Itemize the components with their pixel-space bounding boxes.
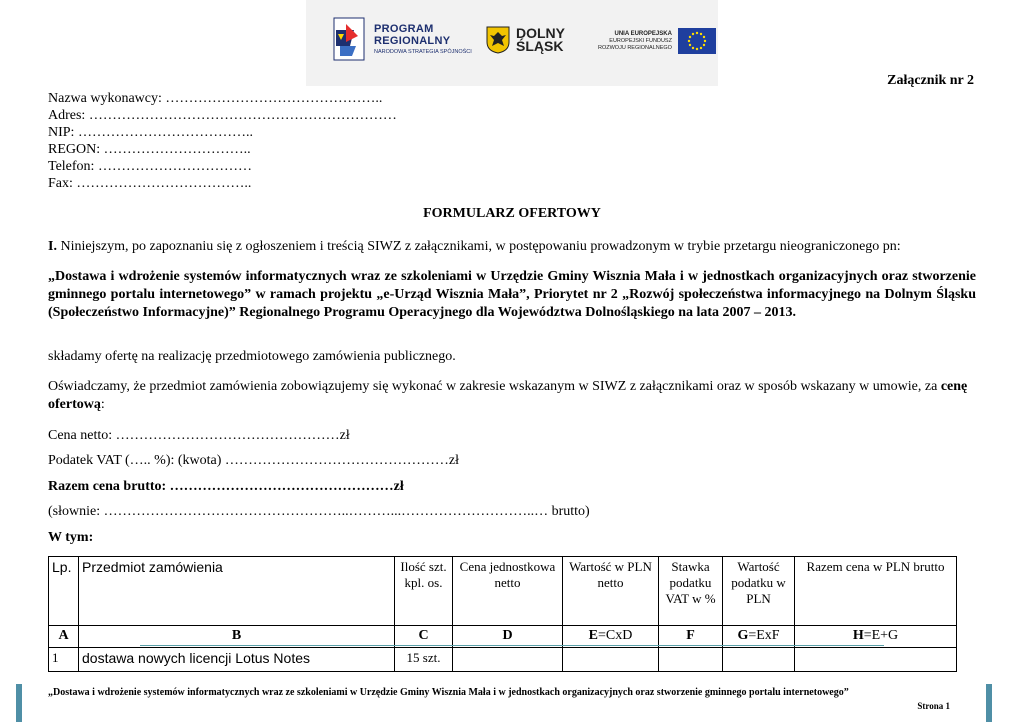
eu-label: UNIA EUROPEJSKA (614, 30, 672, 37)
section-number: I. (48, 239, 57, 254)
page-number: Strona 1 (917, 701, 950, 711)
row-vat-rate (659, 648, 723, 672)
letter-g: G=ExF (723, 626, 795, 648)
regionalny-label: REGIONALNY (374, 35, 451, 47)
logo-strip (306, 0, 718, 86)
erdf-label-2: ROZWOJU REGIONALNEGO (598, 44, 672, 51)
erdf-label: EUROPEJSKI FUNDUSZ (609, 37, 672, 44)
table-row (49, 648, 957, 672)
annex-number: Załącznik nr 2 (887, 73, 974, 88)
header-item: Przedmiot zamówienia (79, 557, 395, 626)
row-item: dostawa nowych licencji Lotus Notes (79, 648, 395, 672)
dolny-label: DOLNY (516, 25, 565, 41)
header-unit-net: Cena jednostkowa netto (453, 557, 563, 626)
left-accent-bar (16, 684, 22, 722)
contractor-nip-field: NIP: ……………………………….. (48, 125, 253, 140)
right-accent-bar (986, 684, 992, 722)
table-header-row (49, 557, 957, 626)
project-title: „Dostawa i wdrożenie systemów informatycznych wraz ze szkoleniami w Urzędzie Gminy Wisznia Mała i w jednostkach organizacyjnych oraz stworzenie gminnego portalu internetowego” w ramach projektu „e-Urząd Wisznia Mała”, Priorytet nr 2 „Rozwój społeczeństwa informacyjnego na Dolnym Śląsku (Społeczeństwo Informacyjne)” Regionalnego Programu Operacyjnego dla Województwa Dolnośląskiego na lata 2007 – 2013. (48, 269, 976, 320)
slask-label: ŚLĄSK (516, 38, 564, 54)
table-blue-rule (140, 645, 884, 646)
w-tym-label: W tym: (48, 530, 94, 545)
vat-field: Podatek VAT (….. %): (kwota) …………………………………………zł (48, 453, 460, 468)
row-value-net (563, 648, 659, 672)
declaration-paragraph (48, 378, 976, 414)
header-qty: Ilość szt. kpl. os. (395, 557, 453, 626)
header-vat-rate: Stawka podatku VAT w % (659, 557, 723, 626)
offer-statement: składamy ofertę na realizację przedmiotowego zamówienia publicznego. (48, 349, 456, 364)
header-vat-value: Wartość podatku w PLN (723, 557, 795, 626)
letter-d: D (453, 626, 563, 648)
header-value-net: Wartość w PLN netto (563, 557, 659, 626)
nss-label: NARODOWA STRATEGIA SPÓJNOŚCI (374, 49, 472, 55)
letter-f: F (659, 626, 723, 648)
program-label: PROGRAM (374, 23, 434, 35)
letter-e: E=CxD (563, 626, 659, 648)
contractor-fax-field: Fax: ……………………………….. (48, 176, 252, 191)
contractor-name-field: Nazwa wykonawcy: ……………………………………….. (48, 91, 383, 106)
eu-flag-icon (678, 28, 716, 54)
header-lp: Lp. (49, 557, 79, 626)
letter-c: C (395, 626, 453, 648)
declaration-colon: : (100, 397, 105, 412)
program-regionalny-icon (328, 16, 368, 62)
offer-table (48, 556, 957, 672)
declaration-text: Oświadczamy, że przedmiot zamówienia zobowiązujemy się wykonać w zakresie wskazanym w SIWZ z załącznikami oraz w sposób wskazany w umowie, za (48, 379, 941, 394)
contractor-address-field: Adres: ………………………………………………………… (48, 108, 397, 123)
contractor-regon-field: REGON: ………………………….. (48, 142, 251, 157)
intro-paragraph (48, 238, 976, 256)
eagle-shield-icon (486, 26, 510, 54)
contractor-details (48, 90, 397, 192)
program-regionalny-logo (328, 16, 472, 62)
eu-logo (598, 28, 716, 54)
letter-h: H=E+G (795, 626, 957, 648)
header-gross: Razem cena w PLN brutto (795, 557, 957, 626)
dolny-slask-logo (486, 26, 565, 54)
form-title: FORMULARZ OFERTOWY (423, 206, 601, 221)
intro-text: Niniejszym, po zapoznaniu się z ogłoszeniem i treścią SIWZ z załącznikami, w postępowaniu prowadzonym w trybie przetargu nieograniczonego pn: (56, 239, 901, 254)
row-vat-value (723, 648, 795, 672)
row-qty: 15 szt. (395, 648, 453, 672)
row-gross (795, 648, 957, 672)
price-in-words-field: (słownie: ……………………………………………..………...………………………..… brutto) (48, 504, 590, 519)
letter-a: A (49, 626, 79, 648)
letter-b: B (79, 626, 395, 648)
net-price-field: Cena netto: …………………………………………zł (48, 428, 350, 443)
footer-text: „Dostawa i wdrożenie systemów informatycznych wraz ze szkoleniami w Urzędzie Gminy Wisznia Mała i w jednostkach organizacyjnych oraz stworzenie gminnego portalu internetowego” (48, 687, 849, 698)
contractor-phone-field: Telefon: …………………………… (48, 159, 252, 174)
row-lp: 1 (49, 648, 79, 672)
gross-price-field: Razem cena brutto: …………………………………………zł (48, 479, 404, 494)
offer-price-label: cenę ofertową (48, 379, 968, 412)
row-unit-net (453, 648, 563, 672)
